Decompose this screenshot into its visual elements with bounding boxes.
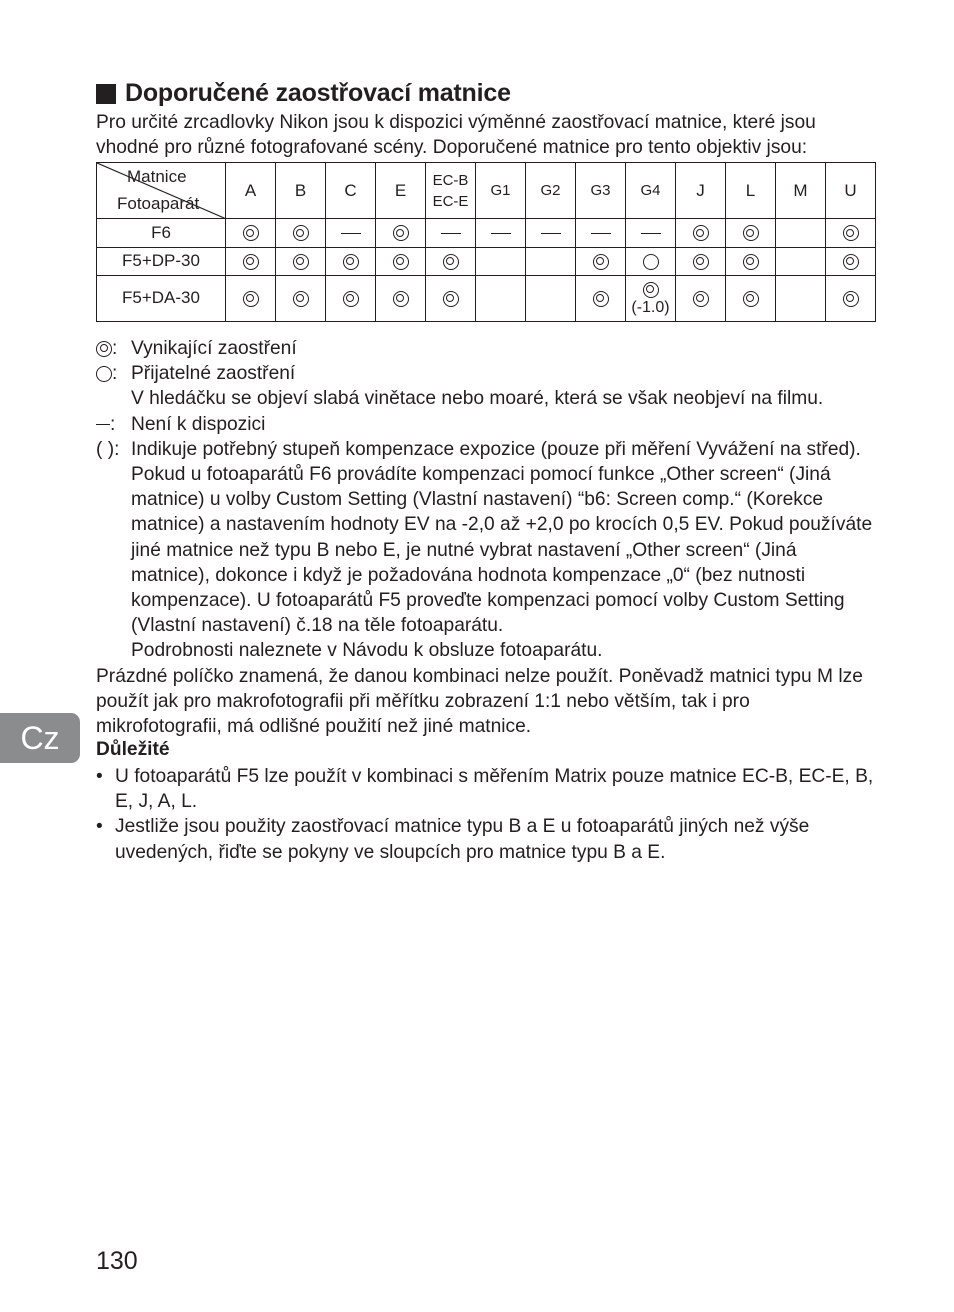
cell-excellent	[226, 247, 276, 275]
double-circle-icon	[593, 254, 609, 270]
cell-not-available	[576, 219, 626, 247]
circle-icon	[96, 366, 112, 382]
legend-text-parentheses	[131, 437, 876, 664]
row-label-f6: F6	[97, 219, 226, 247]
cell-empty	[476, 275, 526, 321]
cell-not-available	[476, 219, 526, 247]
legend-text-acceptable-note: V hledáčku se objeví slabá vinětace nebo moaré, která se však neobjeví na filmu.	[131, 388, 824, 410]
list-item-text: U fotoaparátů F5 lze použít v kombinaci s měřením Matrix pouze matnice EC-B, EC-E, B, E, J, A, L.	[115, 766, 874, 813]
legend-key-excellent	[96, 336, 131, 361]
cell-excellent	[576, 275, 626, 321]
cell-excellent	[376, 219, 426, 247]
cell-excellent	[226, 275, 276, 321]
legend-item-not-available	[96, 412, 876, 437]
important-list	[96, 764, 876, 865]
double-circle-icon	[443, 254, 459, 270]
cell-excellent	[276, 219, 326, 247]
legend-parentheses-more: Podrobnosti naleznete v Návodu k obsluze fotoaparátu.	[131, 640, 603, 662]
double-circle-icon	[243, 254, 259, 270]
cell-excellent	[326, 247, 376, 275]
legend-colon: :	[110, 413, 116, 435]
double-circle-icon	[693, 225, 709, 241]
column-header-g2: G2	[526, 163, 576, 219]
cell-excellent	[426, 275, 476, 321]
dash-icon	[541, 233, 561, 234]
compensation-note: (-1.0)	[631, 299, 670, 317]
cell-not-available	[426, 219, 476, 247]
column-header-m: M	[776, 163, 826, 219]
language-tab: Cz	[0, 713, 80, 763]
cell-not-available	[526, 219, 576, 247]
double-circle-icon	[393, 225, 409, 241]
double-circle-icon	[243, 291, 259, 307]
cell-excellent	[576, 247, 626, 275]
double-circle-icon	[843, 225, 859, 241]
dash-icon	[441, 233, 461, 234]
table-row	[97, 275, 876, 321]
legend-item-parentheses	[96, 437, 876, 664]
compatibility-table	[96, 162, 876, 322]
cell-excellent	[826, 247, 876, 275]
column-header-ece: EC-E	[432, 192, 469, 210]
cell-empty	[526, 275, 576, 321]
legend	[96, 336, 876, 664]
legend-key-acceptable	[96, 361, 131, 386]
empty-cell-explanation: Prázdné políčko znamená, že danou kombinaci nelze použít. Poněvadž matnici typu M lze použít jak pro makrofotografii při měřítku zobrazení 1:1 nebo větším, tak i pro mikrofotografii, má odlišné použití než jiné matnice.	[96, 666, 863, 738]
double-circle-icon	[593, 291, 609, 307]
cell-acceptable	[626, 247, 676, 275]
double-circle-icon	[743, 225, 759, 241]
cell-excellent-compensated	[626, 275, 676, 321]
section-title	[96, 79, 511, 108]
column-header-b: B	[276, 163, 326, 219]
cell-excellent	[826, 219, 876, 247]
cell-excellent	[676, 247, 726, 275]
cell-excellent	[426, 247, 476, 275]
list-item	[96, 764, 876, 814]
double-circle-icon	[693, 291, 709, 307]
row-label-f5-dp30: F5+DP-30	[97, 247, 226, 275]
dash-icon	[591, 233, 611, 234]
column-header-g1: G1	[476, 163, 526, 219]
column-header-ecb-ece	[426, 163, 476, 219]
cell-excellent	[726, 275, 776, 321]
double-circle-icon	[243, 225, 259, 241]
double-circle-icon	[743, 254, 759, 270]
dash-icon	[491, 233, 511, 234]
legend-parentheses-body: Indikuje potřebný stupeň kompenzace expozice (pouze při měření Vyvážení na střed). Pokud u fotoaparátů F6 provádíte kompenzaci pomocí funkce „Other screen“ (Jiná matnice) u volby Custom Setting (Vlastní nastavení) “b6: Screen comp.“ (Korekce matnice) a nastavením hodnoty EV na -2,0 až +2,0 po krocích 0,5 EV. Pokud používáte jiné matnice než typu B nebo E, je nutné vybrat nastavení „Other screen“ (Jiná matnice), dokonce i když je požadována hodnota kompenzace „0“ (bez nutnosti kompenzace). U fotoaparátů F5 proveďte kompenzaci pomocí volby Custom Setting (Vlastní nastavení) č.18 na těle fotoaparátu.	[131, 438, 873, 637]
legend-item-excellent	[96, 336, 876, 361]
double-circle-icon	[96, 341, 112, 357]
double-circle-icon	[343, 291, 359, 307]
cell-excellent	[376, 275, 426, 321]
double-circle-icon	[293, 225, 309, 241]
list-item-text: Jestliže jsou použity zaostřovací matnice typu B a E u fotoaparátů jiných než výše uvedených, řiďte se pokyny ve sloupcích pro matnice typu B a E.	[115, 816, 810, 863]
double-circle-icon	[293, 254, 309, 270]
table-row	[97, 219, 876, 247]
cell-excellent	[726, 219, 776, 247]
important-heading: Důležité	[96, 739, 170, 760]
dash-icon	[341, 233, 361, 234]
column-header-u: U	[826, 163, 876, 219]
bullet-icon: •	[96, 816, 103, 838]
column-header-c: C	[326, 163, 376, 219]
square-bullet-icon	[96, 84, 116, 104]
cell-empty	[776, 275, 826, 321]
legend-item-acceptable	[96, 361, 876, 386]
intro-paragraph: Pro určité zrcadlovky Nikon jsou k dispozici výměnné zaostřovací matnice, které jsou vhodné pro různé fotografované scény. Doporučené matnice pro tento objektiv jsou:	[96, 112, 816, 158]
double-circle-icon	[643, 282, 659, 298]
list-item	[96, 814, 876, 864]
cell-not-available	[326, 219, 376, 247]
legend-key-parentheses: ( ):	[96, 438, 120, 460]
circle-icon	[643, 254, 659, 270]
double-circle-icon	[393, 254, 409, 270]
double-circle-icon	[293, 291, 309, 307]
header-camera-label: Fotoaparát	[117, 194, 200, 213]
legend-colon: :	[112, 338, 118, 359]
legend-text-not-available: Není k dispozici	[131, 413, 266, 435]
bullet-icon: •	[96, 766, 103, 787]
header-screen-label: Matnice	[127, 167, 187, 186]
double-circle-icon	[693, 254, 709, 270]
double-circle-icon	[343, 254, 359, 270]
column-header-ecb: EC-B	[432, 171, 469, 189]
cell-excellent	[676, 219, 726, 247]
cell-excellent	[226, 219, 276, 247]
cell-not-available	[626, 219, 676, 247]
cell-empty	[776, 219, 826, 247]
column-header-g3: G3	[576, 163, 626, 219]
cell-empty	[476, 247, 526, 275]
table-row	[97, 247, 876, 275]
cell-excellent	[676, 275, 726, 321]
double-circle-icon	[393, 291, 409, 307]
row-label-f5-da30: F5+DA-30	[97, 275, 226, 321]
column-header-g4: G4	[626, 163, 676, 219]
double-circle-icon	[443, 291, 459, 307]
column-header-e: E	[376, 163, 426, 219]
cell-empty	[776, 247, 826, 275]
legend-key-not-available	[96, 412, 131, 437]
legend-text-acceptable: Přijatelné zaostření	[131, 363, 296, 385]
column-header-a: A	[226, 163, 276, 219]
section-title-text: Doporučené zaostřovací matnice	[125, 79, 511, 107]
cell-excellent	[376, 247, 426, 275]
page-number: 130	[96, 1247, 138, 1275]
legend-colon: :	[112, 363, 118, 385]
cell-excellent	[726, 247, 776, 275]
legend-item-acceptable-note	[96, 386, 876, 411]
double-circle-icon	[843, 254, 859, 270]
dash-icon	[641, 233, 661, 234]
dash-icon	[96, 424, 110, 425]
table-corner-header	[97, 163, 226, 219]
column-header-j: J	[676, 163, 726, 219]
cell-empty	[526, 247, 576, 275]
cell-excellent	[276, 247, 326, 275]
double-circle-icon	[743, 291, 759, 307]
column-header-l: L	[726, 163, 776, 219]
cell-excellent	[276, 275, 326, 321]
double-circle-icon	[843, 291, 859, 307]
cell-excellent	[326, 275, 376, 321]
legend-text-excellent: Vynikající zaostření	[131, 338, 297, 359]
cell-excellent	[826, 275, 876, 321]
